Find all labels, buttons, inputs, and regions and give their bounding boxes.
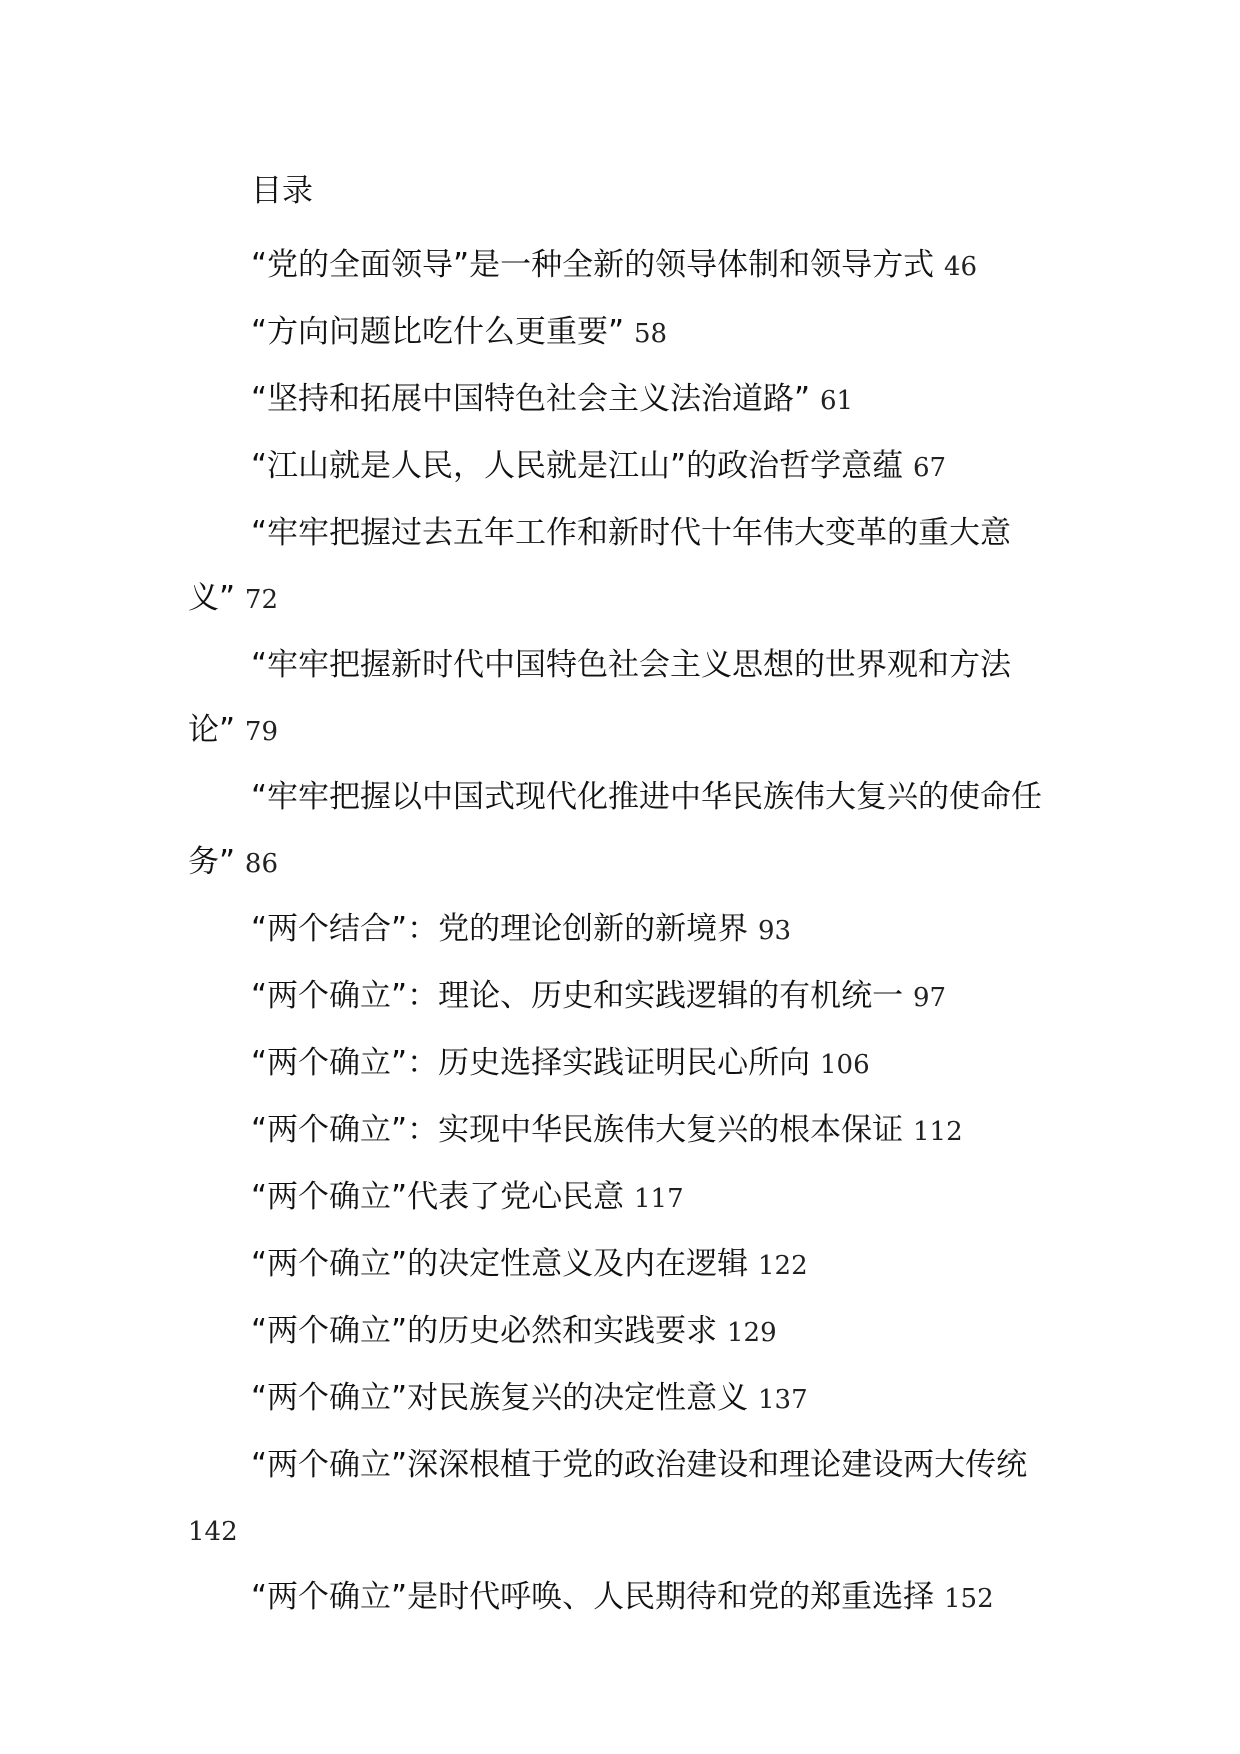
toc-entry-text: “两个确立”的历史必然和实践要求 [251,1313,718,1349]
toc-entry [188,367,1058,434]
toc-entry [188,1232,1058,1299]
toc-page-number: 129 [726,1318,777,1348]
toc-page-number: 61 [819,386,854,416]
toc-page-number: 79 [244,717,279,747]
toc-entry [188,765,1058,897]
toc-entry-text: “两个确立”：历史选择实践证明民心所向 [251,1045,811,1081]
toc-entry [188,1165,1058,1232]
toc-entry [188,300,1058,367]
toc-page-number: 67 [912,453,947,483]
toc-entry [188,233,1058,300]
toc-entry [188,1299,1058,1366]
toc-entry-text: “党的全面领导”是一种全新的领导体制和领导方式 [251,247,935,283]
toc-page-number: 152 [943,1584,994,1614]
toc-entry [188,633,1058,765]
toc-page-number: 137 [757,1385,808,1415]
toc-entry-text: “牢牢把握以中国式现代化推进中华民族伟大复兴的使命任务” [188,779,1043,880]
toc-entry [188,897,1058,964]
toc-entry-text: “两个确立”：理论、历史和实践逻辑的有机统一 [251,978,904,1014]
toc-page-number: 93 [757,916,792,946]
toc-page-number: 97 [912,983,947,1013]
toc-entry-text: “两个确立”的决定性意义及内在逻辑 [251,1246,749,1282]
toc-page-number: 86 [244,849,279,879]
toc-page-number: 117 [633,1184,684,1214]
toc-page-number: 58 [633,319,668,349]
toc-page-number: 122 [757,1251,808,1281]
toc-entry-text: “江山就是人民，人民就是江山”的政治哲学意蕴 [251,448,904,484]
toc-entry-text: “牢牢把握过去五年工作和新时代十年伟大变革的重大意义” [188,515,1012,616]
toc-entry-text: “方向问题比吃什么更重要” [251,314,625,350]
toc-page-number: 142 [188,1517,238,1547]
toc-entry [188,964,1058,1031]
toc-title: 目录 [251,173,313,209]
toc-entry-text: “两个确立”：实现中华民族伟大复兴的根本保证 [251,1112,904,1148]
toc-entry-text: “牢牢把握新时代中国特色社会主义思想的世界观和方法论” [188,647,1012,748]
toc-entry [188,434,1058,501]
toc-page-number: 72 [244,585,279,615]
toc-entry-text: “两个结合”：党的理论创新的新境界 [251,911,749,947]
toc-entry [188,1433,1058,1565]
toc-entry [188,1565,1058,1632]
toc-entry [188,1098,1058,1165]
toc-page-number: 106 [819,1050,870,1080]
toc-entry [188,501,1058,633]
toc-entry-text: “坚持和拓展中国特色社会主义法治道路” [251,381,811,417]
toc-entry-text: “两个确立”代表了党心民意 [251,1179,625,1215]
toc-list [188,233,1058,1632]
toc-entry [188,1031,1058,1098]
toc-page-number: 46 [943,252,978,282]
toc-page-number: 112 [912,1117,963,1147]
toc-entry [188,1366,1058,1433]
toc-entry-text: “两个确立”是时代呼唤、人民期待和党的郑重选择 [251,1579,935,1615]
toc-entry-text: “两个确立”深深根植于党的政治建设和理论建设两大传统 [251,1447,1028,1483]
toc-entry-text: “两个确立”对民族复兴的决定性意义 [251,1380,749,1416]
